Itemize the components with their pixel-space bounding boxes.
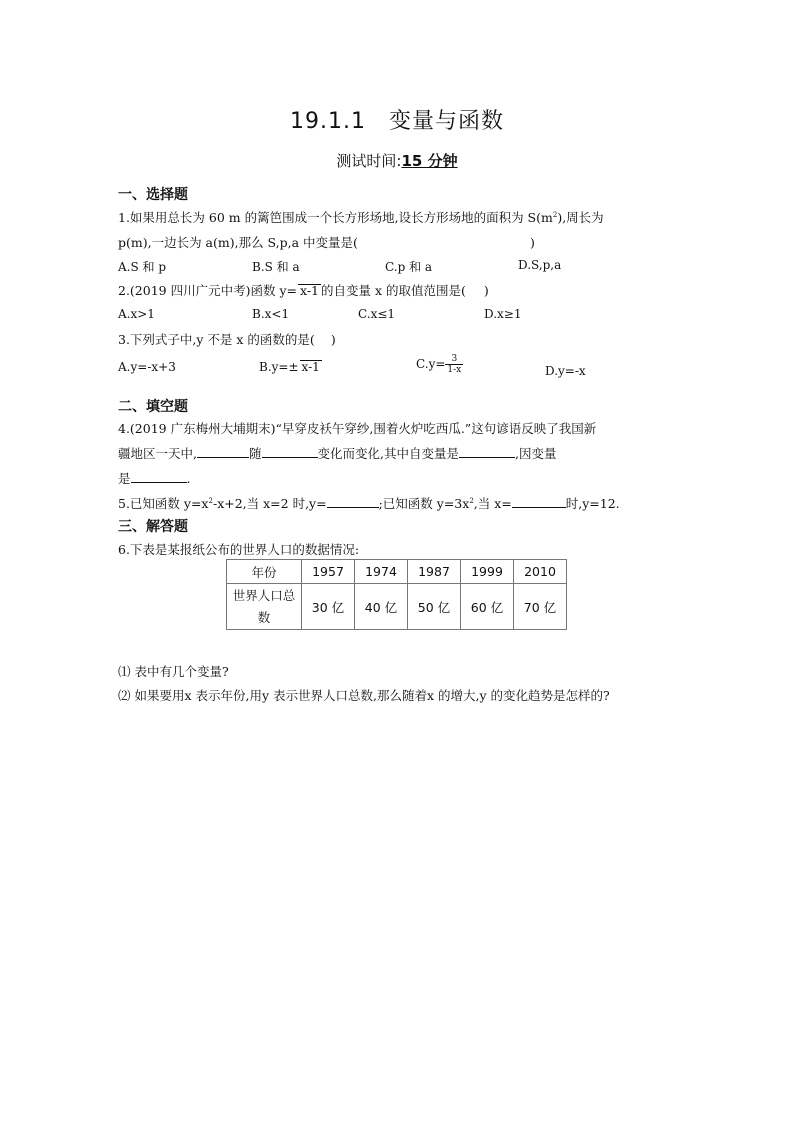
answer-blank[interactable] bbox=[131, 470, 187, 483]
answer-blank[interactable] bbox=[327, 495, 379, 508]
question-1-line1: 1.如果用总长为 60 m 的篱笆围成一个长方形场地,设长方形场地的面积为 $S(m^2)$,周长为 bbox=[118, 210, 604, 225]
table-header-cell: 1957 bbox=[302, 560, 355, 584]
q2-option-d: D.x≥1 bbox=[484, 307, 522, 321]
table-row bbox=[227, 584, 567, 630]
question-4-line1: 4.(2019 广东梅州大埔期末)“早穿皮袄午穿纱,围着火炉吃西瓜.”这句谚语反映了我国新 bbox=[118, 421, 597, 436]
q2-option-b: B.x<1 bbox=[252, 307, 290, 321]
question-6-sub1: ⑴ 表中有几个变量? bbox=[118, 664, 229, 679]
answer-blank[interactable] bbox=[262, 445, 318, 458]
q1-option-b: B.S 和 a bbox=[252, 260, 300, 274]
test-duration bbox=[0, 150, 794, 171]
question-5: 5.已知函数 $y=x^2-x+2$,当 x=2 时,y= ;已知函数 $y=3x^2$,当 x= 时,y=12. bbox=[118, 496, 620, 511]
question-6-sub2: ⑵ 如果要用x 表示年份,用y 表示世界人口总数,那么随着x 的增大,y 的变化趋势是怎样的? bbox=[118, 688, 610, 703]
table-header-cell: 年份 bbox=[227, 560, 302, 584]
fraction: $\frac{3}{1-x}$ bbox=[447, 354, 462, 375]
table-cell: 50 亿 bbox=[408, 584, 461, 630]
question-6-intro: 6.下表是某报纸公布的世界人口的数据情况: bbox=[118, 542, 360, 557]
question-4-line3: 是 . bbox=[118, 471, 191, 486]
q1-option-c: C.p 和 a bbox=[385, 260, 433, 274]
answer-blank[interactable] bbox=[197, 445, 249, 458]
sqrt-sign: x-1 bbox=[301, 360, 320, 374]
table-row bbox=[227, 560, 567, 584]
q3-option-d: D.y=-x bbox=[545, 364, 586, 378]
duration-label: 测试时间: bbox=[336, 152, 402, 170]
question-1-line2: p(m),一边长为 a(m),那么 S,p,a 中变量是( ) bbox=[118, 235, 535, 250]
sqrt-sign: x-1 bbox=[299, 283, 319, 298]
table-header-cell: 1987 bbox=[408, 560, 461, 584]
q3-option-c: C.y= $\frac{3}{1-x}$ bbox=[416, 354, 462, 375]
q3-option-a: A.y=-x+3 bbox=[118, 360, 176, 374]
section-heading-choice: 一、选择题 bbox=[118, 187, 188, 203]
section-heading-fill: 二、填空题 bbox=[118, 399, 188, 415]
question-3: 3.下列式子中,y 不是 x 的函数的是( ) bbox=[118, 332, 336, 347]
q1-option-d: D.S,p,a bbox=[518, 258, 562, 272]
question-2: 2.(2019 四川广元中考)函数 y= x-1 的自变量 x 的取值范围是( ) bbox=[118, 283, 489, 298]
table-header-cell: 1999 bbox=[461, 560, 514, 584]
table-header-cell: 1974 bbox=[355, 560, 408, 584]
q2-option-c: C.x≤1 bbox=[358, 307, 396, 321]
question-4-line2: 疆地区一天中, 随 变化而变化,其中自变量是 ,因变量 bbox=[118, 446, 557, 461]
table-cell: 40 亿 bbox=[355, 584, 408, 630]
table-cell: 70 亿 bbox=[514, 584, 567, 630]
answer-blank[interactable] bbox=[512, 495, 566, 508]
q2-option-a: A.x>1 bbox=[118, 307, 155, 321]
answer-blank[interactable] bbox=[459, 445, 515, 458]
table-header-cell: 2010 bbox=[514, 560, 567, 584]
section-heading-answer: 三、解答题 bbox=[118, 519, 188, 535]
table-cell: 60 亿 bbox=[461, 584, 514, 630]
duration-value: 15 分钟 bbox=[401, 152, 458, 170]
q3-option-b: B.y=± x-1 bbox=[259, 360, 320, 374]
page-title: 19.1.1 变量与函数 bbox=[290, 109, 504, 134]
table-cell: 30 亿 bbox=[302, 584, 355, 630]
q1-option-a: A.S 和 p bbox=[118, 260, 167, 274]
population-table bbox=[226, 559, 567, 630]
table-row-label: 世界人口总数 bbox=[227, 584, 302, 630]
